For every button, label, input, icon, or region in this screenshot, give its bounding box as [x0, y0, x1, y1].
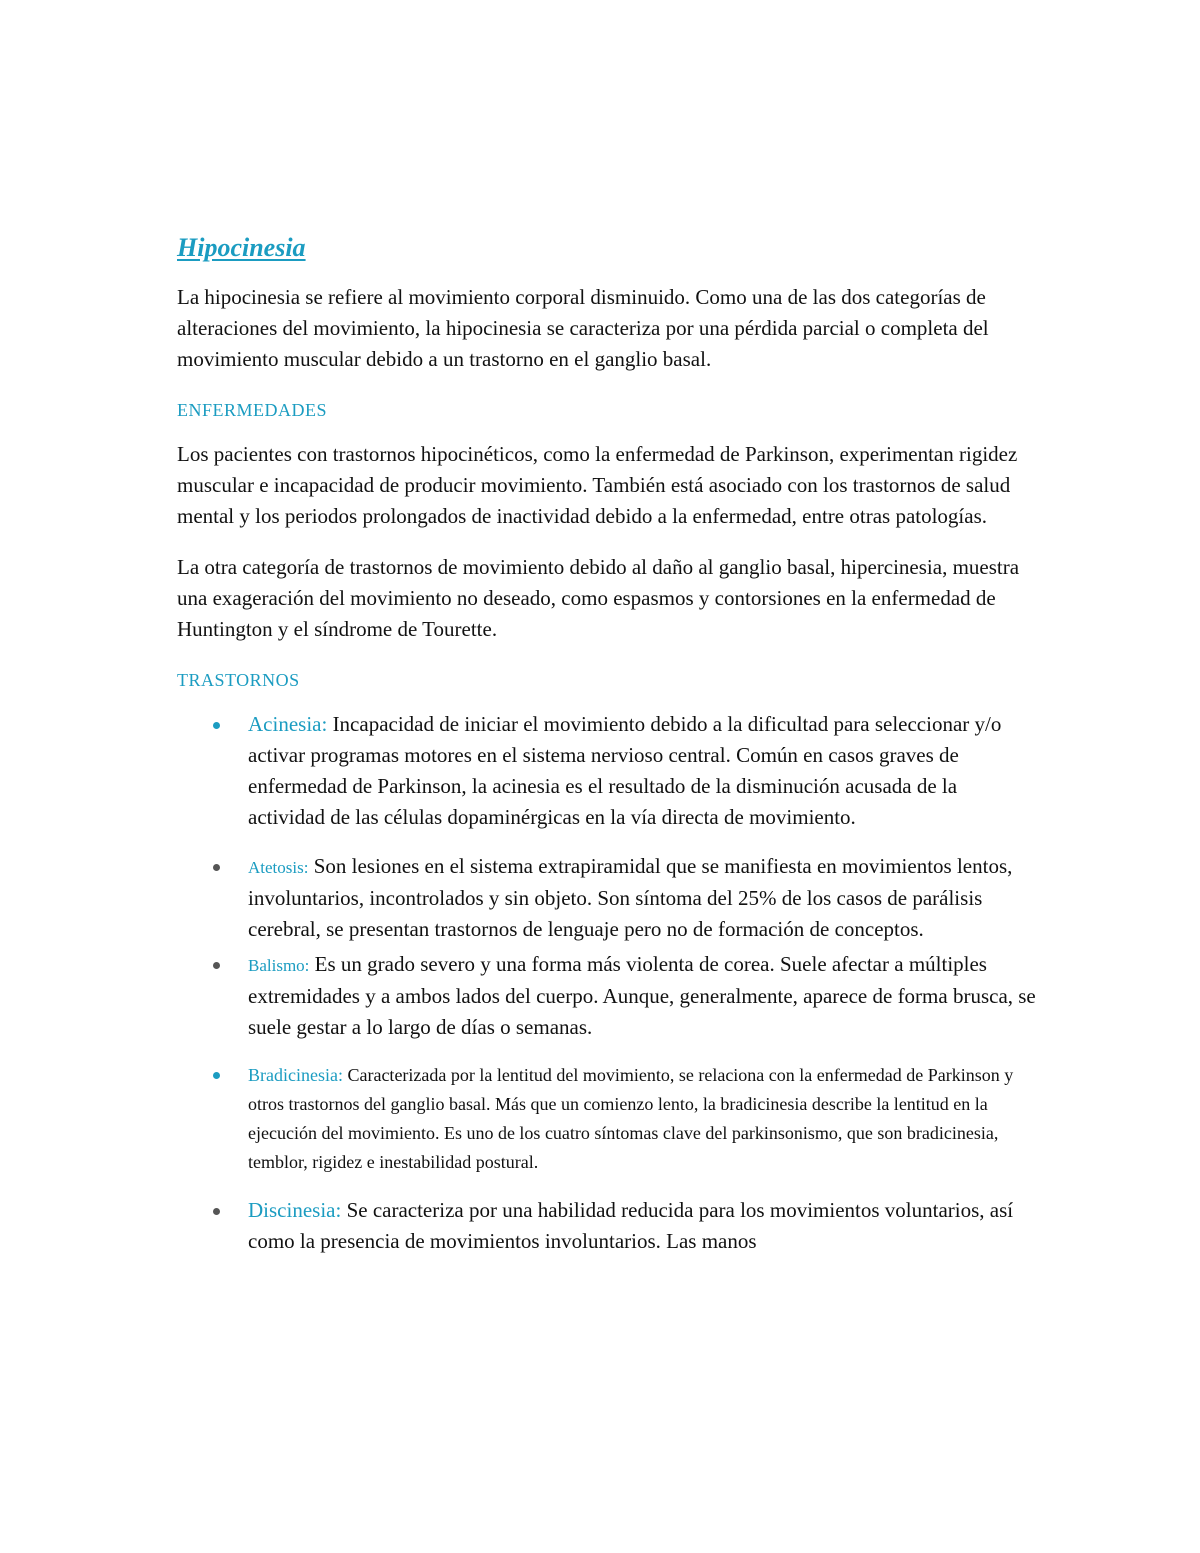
term-label: Acinesia: [248, 712, 328, 736]
enfermedades-paragraph-1: Los pacientes con trastornos hipocinéticos, como la enfermedad de Parkinson, experimentan rigidez muscular e incapacidad de producir movimiento. También está asociado con los trastornos de salud mental y los periodos prolongados de inactividad debido a la enfermedad, entre otras patologías. [177, 442, 1018, 528]
list-item-atetosis [177, 851, 1037, 945]
bullet-icon [213, 722, 220, 729]
term-label: Balismo: [248, 956, 310, 975]
list-item-balismo [177, 949, 1037, 1043]
trastornos-list [177, 709, 1037, 1257]
section-heading-enfermedades: ENFERMEDADES [177, 400, 328, 420]
term-label: Bradicinesia: [248, 1065, 343, 1085]
bullet-icon [213, 1208, 220, 1215]
term-description: Se caracteriza por una habilidad reducida para los movimientos voluntarios, así como la presencia de movimientos involuntarios. Las manos [248, 1198, 1014, 1253]
section-heading-trastornos: TRASTORNOS [177, 670, 300, 690]
intro-paragraph: La hipocinesia se refiere al movimiento corporal disminuido. Como una de las dos categorías de alteraciones del movimiento, la hipocinesia se caracteriza por una pérdida parcial o completa del movimiento muscular debido a un trastorno en el ganglio basal. [177, 285, 989, 371]
list-item-bradicinesia [177, 1061, 1037, 1177]
term-description: Es un grado severo y una forma más violenta de corea. Suele afectar a múltiples extremidades y a ambos lados del cuerpo. Aunque, generalmente, aparece de forma brusca, se suele gestar a lo largo de días o semanas. [248, 952, 1036, 1039]
document-page [177, 228, 1037, 1275]
term-description: Son lesiones en el sistema extrapiramidal que se manifiesta en movimientos lentos, involuntarios, incontrolados y sin objeto. Son síntoma del 25% de los casos de parálisis cerebral, se presentan trastornos de lenguaje pero no de formación de conceptos. [248, 854, 1013, 941]
list-item-discinesia [177, 1195, 1037, 1257]
term-description: Caracterizada por la lentitud del movimiento, se relaciona con la enfermedad de Parkinson y otros trastornos del ganglio basal. Más que un comienzo lento, la bradicinesia describe la lentitud en la ejecución del movimiento. Es uno de los cuatro síntomas clave del parkinsonismo, que son bradicinesia, temblor, rigidez e inestabilidad postural. [248, 1065, 1014, 1172]
document-title: Hipocinesia [177, 233, 306, 262]
bullet-icon [213, 864, 220, 871]
term-description: Incapacidad de iniciar el movimiento debido a la dificultad para seleccionar y/o activar programas motores en el sistema nervioso central. Común en casos graves de enfermedad de Parkinson, la acinesia es el resultado de la disminución acusada de la actividad de las células dopaminérgicas en la vía directa de movimiento. [248, 712, 1002, 829]
term-label: Discinesia: [248, 1198, 342, 1222]
bullet-icon [213, 1072, 220, 1079]
bullet-icon [213, 962, 220, 969]
term-label: Atetosis: [248, 858, 309, 877]
enfermedades-paragraph-2: La otra categoría de trastornos de movimiento debido al daño al ganglio basal, hipercinesia, muestra una exageración del movimiento no deseado, como espasmos y contorsiones en la enfermedad de Huntington y el síndrome de Tourette. [177, 555, 1020, 641]
list-item-acinesia [177, 709, 1037, 833]
